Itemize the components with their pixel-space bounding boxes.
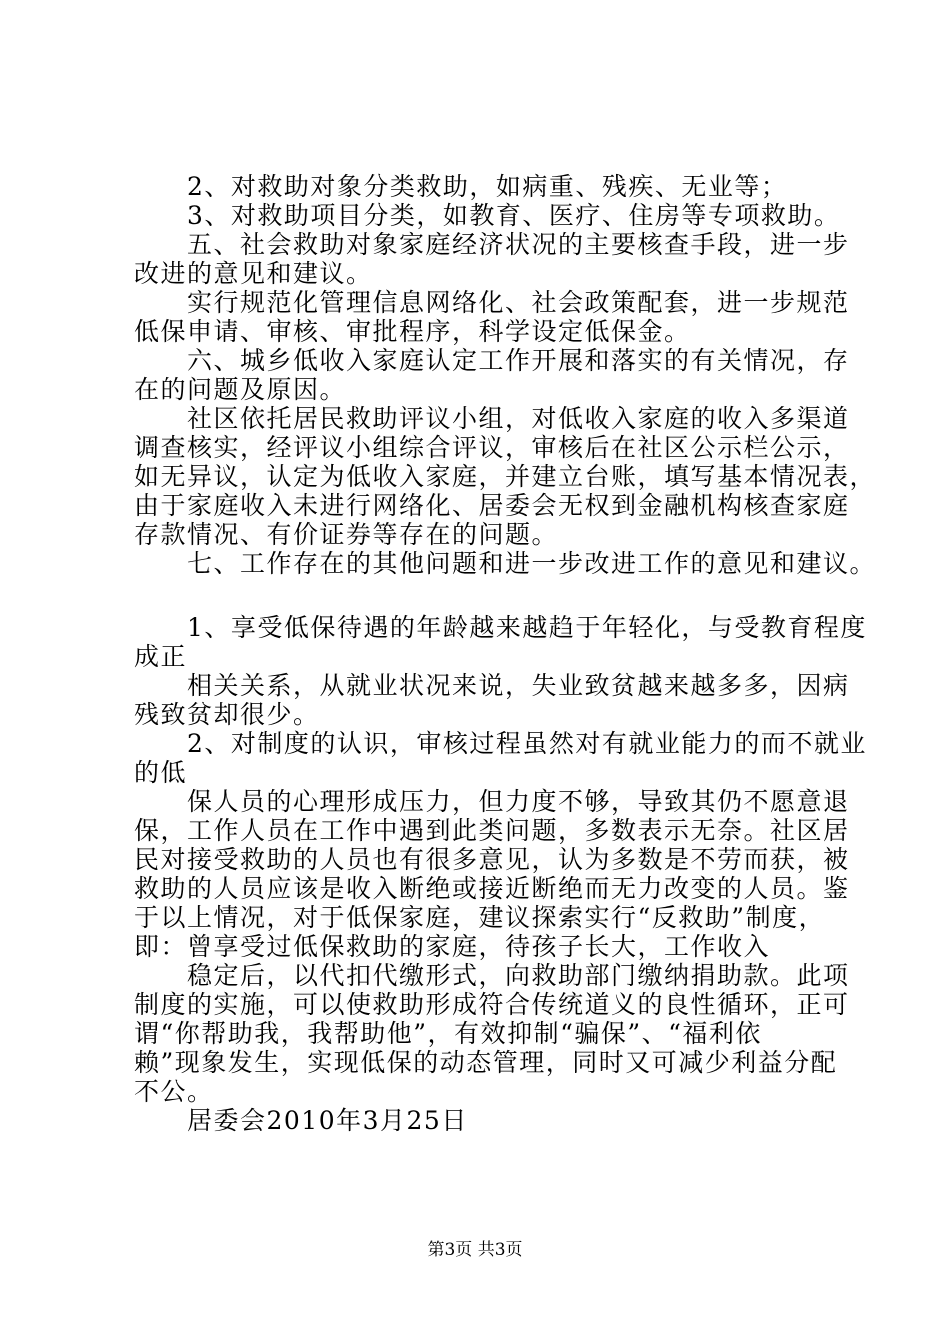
text-line: 改进的意见和建议。 (134, 259, 373, 288)
text-line: 低保申请、审核、审批程序，科学设定低保金。 (134, 317, 691, 346)
page-number-label: 第3页 共3页 (427, 1240, 523, 1260)
text-line: 保人员的心理形成压力，但力度不够，导致其仍不愿意退 (134, 787, 850, 816)
text-line: 居委会2010年3月25日 (134, 1106, 468, 1135)
text-line: 1、享受低保待遇的年龄越来越趋于年轻化，与受教育程度 (134, 613, 867, 642)
paragraph-gap (134, 578, 834, 613)
text-line: 于以上情况，对于低保家庭，建议探索实行“反救助”制度， (134, 903, 826, 932)
text-line: 如无异议，认定为低收入家庭，并建立台账，填写基本情况表， (134, 462, 877, 491)
text-line: 成正 (134, 642, 188, 671)
text-line: 七、工作存在的其他问题和进一步改进工作的意见和建议。 (134, 549, 877, 578)
text-line: 稳定后，以代扣代缴形式，向救助部门缴纳捐助款。此项 (134, 961, 850, 990)
text-line: 的低 (134, 758, 188, 787)
text-line: 残致贫却很少。 (134, 700, 320, 729)
text-line: 社区依托居民救助评议小组，对低收入家庭的收入多渠道 (134, 404, 850, 433)
text-line: 即：曾享受过低保救助的家庭，待孩子长大，工作收入 (134, 932, 771, 961)
text-line: 制度的实施，可以使救助形成符合传统道义的良性循环，正可 (134, 990, 850, 1019)
text-line: 2、对救助对象分类救助，如病重、残疾、无业等； (134, 172, 788, 201)
text-line: 调查核实，经评议小组综合评议，审核后在社区公示栏公示， (134, 433, 850, 462)
text-line: 救助的人员应该是收入断绝或接近断绝而无力改变的人员。鉴 (134, 874, 850, 903)
text-line: 由于家庭收入未进行网络化、居委会无权到金融机构核查家庭 (134, 491, 850, 520)
text-line: 民对接受救助的人员也有很多意见，认为多数是不劳而获，被 (134, 845, 850, 874)
text-line: 赖”现象发生，实现低保的动态管理，同时又可减少利益分配 (134, 1048, 838, 1077)
text-line: 不公。 (134, 1077, 214, 1106)
text-line: 谓“你帮助我，我帮助他”，有效抑制“骗保”、“福利依 (134, 1019, 762, 1048)
document-body (134, 172, 877, 1135)
text-line: 相关关系，从就业状况来说，失业致贫越来越多多，因病 (134, 671, 850, 700)
text-line: 在的问题及原因。 (134, 375, 347, 404)
text-line: 实行规范化管理信息网络化、社会政策配套，进一步规范 (134, 288, 850, 317)
text-line: 保，工作人员在工作中遇到此类问题，多数表示无奈。社区居 (134, 816, 850, 845)
text-line: 存款情况、有价证券等存在的问题。 (134, 520, 559, 549)
text-line: 六、城乡低收入家庭认定工作开展和落实的有关情况，存 (134, 346, 850, 375)
page-footer (0, 1240, 950, 1260)
text-line: 2、对制度的认识，审核过程虽然对有就业能力的而不就业 (134, 729, 867, 758)
text-line: 3、对救助项目分类，如教育、医疗、住房等专项救助。 (134, 201, 841, 230)
text-line: 五、社会救助对象家庭经济状况的主要核查手段，进一步 (134, 230, 850, 259)
